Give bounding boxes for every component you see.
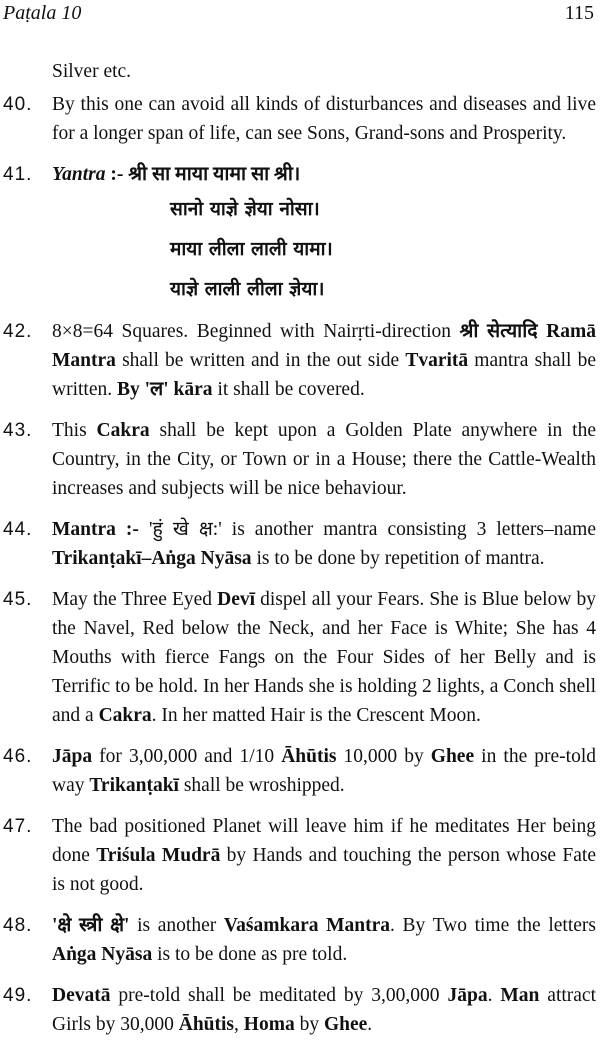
yantra-lines [0,189,596,309]
text-run: , [234,1014,244,1035]
text-run: shall be kept upon a Golden Plate anywhere in the Country, in the City, or Town or in a House; there the Cattle-Wealth increases and subjects will be nice behaviour. [52,420,597,499]
text-run: by [294,1014,324,1035]
text-run: This [52,420,97,441]
bold-term: श्री सेत्यादि Ramā Mantra [52,321,596,371]
verse-number: 41. [3,164,33,185]
bold-term: Trikanṭakī [89,775,179,796]
verse-49 [0,981,596,1039]
bold-term: Cakra [98,705,152,726]
text-run: dispel all your Fears. She is Blue below by the Navel, Red below the Neck, and her Face is White; She has 4 Mouths with fierce Fangs on the Four Sides of her Belly and is Terrific to be hold. In her Hands she is holding 2 lights, a Conch shell and a [52,589,596,726]
verse-number: 43. [3,420,33,441]
verse-48 [0,911,596,969]
verse-number: 45. [3,589,33,610]
yantra-line: सानो याज्ञे ज्ञेया नोसा। [170,198,320,220]
bold-term: Devatā [52,985,111,1006]
verse-number: 48. [3,915,33,936]
text-run: . [367,1014,373,1035]
verse-47 [0,812,596,899]
verse-number: 47. [3,816,33,837]
verse-number: 40. [3,94,33,115]
text-run: 'हुं खे क्ष:' is another mantra consisting 3 letters–name [138,519,596,540]
text-run: mantra shall be written. [52,350,596,400]
text-run: May the Three Eyed [52,589,218,610]
verse-42 [0,317,596,404]
verse-text [52,585,596,730]
bold-term: 'क्षे स्त्री क्षे' [52,915,130,936]
text-run: 8×8=64 Squares. Beginned with Nairṛti-direction [52,321,460,342]
text-run: it shall be covered. [212,379,365,400]
running-header-title: Paṭala 10 [3,2,82,24]
verse-text [52,515,596,573]
text-run: by Hands and touching the person whose Fate is not good. [52,845,596,895]
bold-term: Ghee [430,746,475,767]
verse-number: 46. [3,746,33,767]
bold-term: Āhūtis [178,1014,235,1035]
bold-term: Cakra [96,420,150,441]
verse-text [52,911,596,969]
text-run: . [487,985,501,1006]
bold-term: Jāpa [52,746,93,767]
bold-term: Man [500,985,540,1006]
bold-term: Jāpa [447,985,488,1006]
bold-term: Homa [243,1014,295,1035]
text-run: The bad positioned Planet will leave him if he meditates Her being done [52,816,596,866]
text-run: By this one can avoid all kinds of disturbances and diseases and live for a longer span of life, can see Sons, Grand-sons and Prosperity. [52,94,596,144]
verse-43 [0,416,596,503]
bold-term: Mantra :- [52,519,139,540]
verse-text [52,160,596,189]
bold-term: Trikanṭakī–Aṅga Nyāsa [52,548,252,569]
text-run: shall be wroshipped. [178,775,345,796]
text-run: . In her matted Hair is the Crescent Moon. [151,705,481,726]
text-run: for 3,00,000 and 1/10 [92,746,282,767]
yantra-line: माया लीला लाली यामा। [170,238,333,260]
continuation-text: Silver etc. [52,61,132,82]
bold-term: Ghee [323,1014,368,1035]
page-body [0,57,596,1051]
page-number: 115 [564,2,594,24]
verse-45 [0,585,596,730]
text-run: attract Girls by 30,000 [52,985,596,1035]
verse-text [52,981,596,1039]
verse-text [52,416,596,503]
verse-number: 44. [3,519,33,540]
text-run: is to be done as pre told. [152,944,348,965]
text-run: in the pre-told way [52,746,597,796]
bold-term: Vaśamkara Mantra [223,915,391,936]
text-run: shall be written and in the out side [115,350,406,371]
text-run: 10,000 by [336,746,431,767]
text-run: . By Two time the letters [390,915,596,936]
verse-text [52,742,596,800]
yantra-line: याज्ञे लाली लीला ज्ञेया। [170,278,325,300]
bold-term: Triśula Mudrā [96,845,221,866]
bold-term: By 'ल' kāra [116,379,213,400]
bold-term: :- श्री सा माया यामा सा श्री। [105,164,301,185]
verse-44 [0,515,596,573]
bold-term: Aṅga Nyāsa [52,944,153,965]
verse-text [52,90,596,148]
bold-term: Devī [217,589,256,610]
text-run: is another [129,915,224,936]
bold-term: Tvaritā [405,350,469,371]
verse-number: 42. [3,321,33,342]
verse-number: 49. [3,985,33,1006]
verse-text [52,317,596,404]
verse-46 [0,742,596,800]
verse-40 [0,90,596,148]
verse-41 [0,160,596,189]
text-run: pre-told shall be meditated by 3,00,000 [110,985,448,1006]
verse-text [52,812,596,899]
bold-term: Yantra [52,164,106,185]
text-run: is to be done by repetition of mantra. [251,548,545,569]
bold-term: Āhūtis [281,746,337,767]
